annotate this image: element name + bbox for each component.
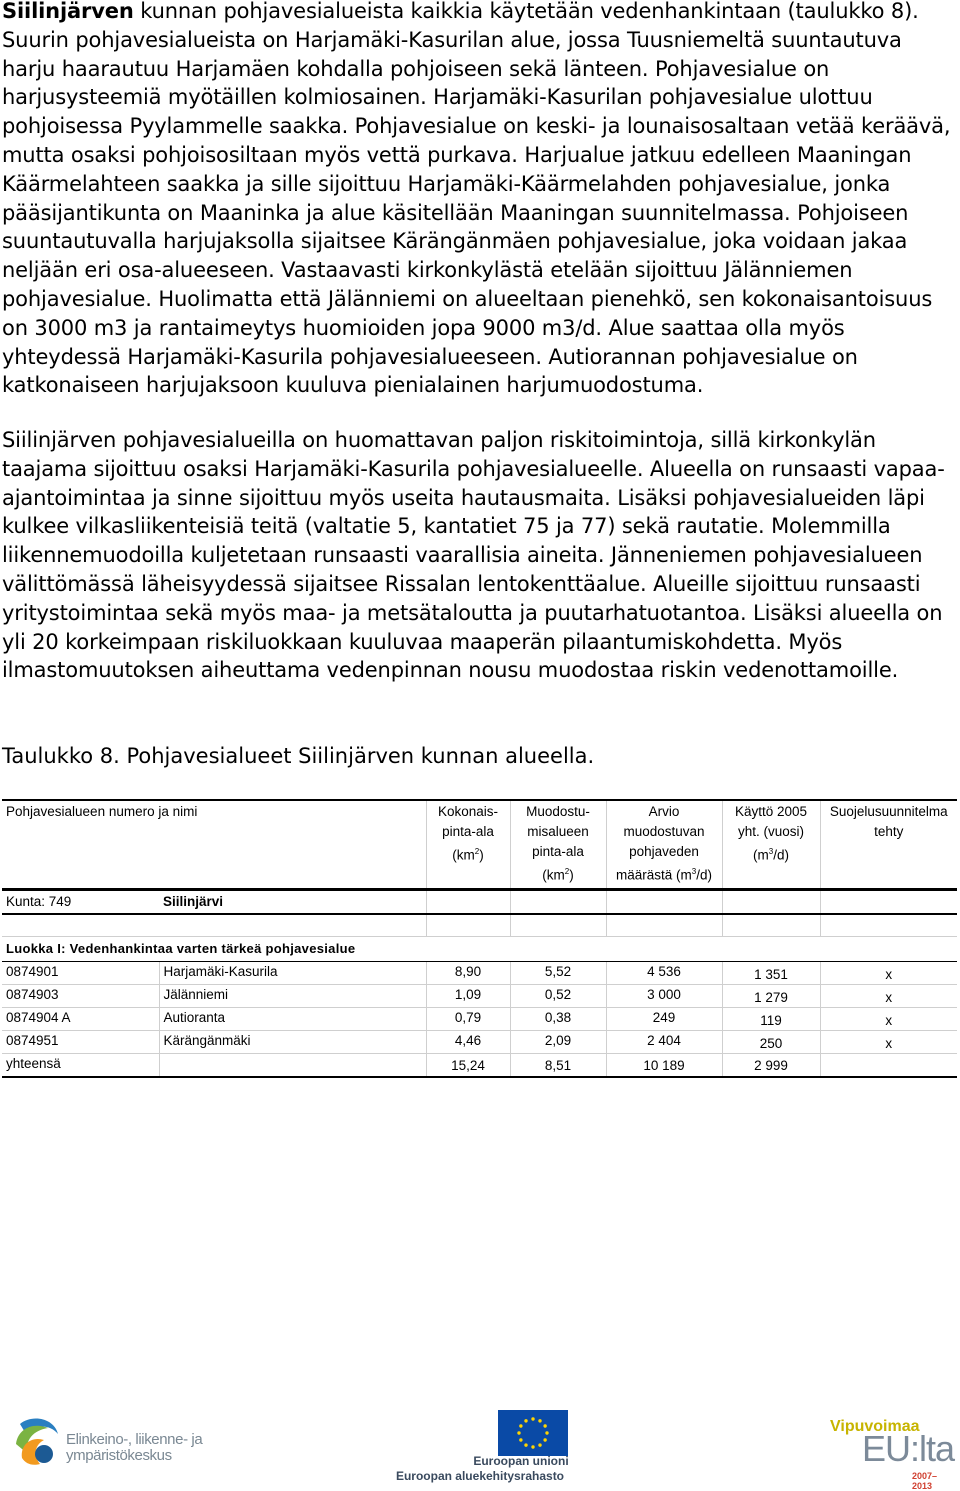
table-row xyxy=(2,961,957,984)
header-use-l3: (m xyxy=(753,847,769,863)
vipuvoimaa-logo xyxy=(828,1418,956,1491)
groundwater-table xyxy=(2,799,957,1078)
header-total-area-l3: (km xyxy=(452,847,475,863)
paragraph-1-text: kunnan pohjavesialueista kaikkia käytetään vedenhankintaan (taulukko 8). Suurin pohjavesialueista on Harjamäki-Kasurilan alue, jossa Tuusniemeltä suuntautuva harju haarautuu Harjamäen kohdalla pohjoiseen sekä länteen. Pohjavesialue on harjusysteemiä myötäillen kolmiosainen. Harjamäki-Kasurilan pohjavesialue ulottuu pohjoisessa Pyylammelle saakka. Pohjavesialue on keski- ja lounaisosaltaan vetää keräävä, mutta osaksi pohjoisosiltaan myös vettä purkava. Harjualue jatkuu edelleen Maaningan Käärmelahteen saakka ja sille sijoittuu Harjamäki-Käärmelahden pohjavesialue, jonka pääsijantikunta on Maaninka ja alue käsitellään Maaningan suunnitelmassa. Pohjoiseen suuntautuvalla harjujaksolla sijaitsee Kärängänmäen pohjavesialue, joka voidaan jakaa neljään eri osa-alueeseen. Vastaavasti kirkonkylästä etelään sijoittuu Jälänniemen pohjavesialue. Huolimatta että Jälänniemi on alueeltaan pienehkö, sen kokonaisantoisuus on 3000 m3 ja rantaimeytys huomioiden jopa 9000 m3/d. Alue saattaa olla myös yhteydessä Harjamäki-Kasurila pohjavesialueeseen. Autiorannan pohjavesialue on katkonaiseen harjujaksoon kuuluva pienialainen harjumuodostuma. xyxy=(2,0,951,398)
header-use-sup: 3 xyxy=(768,847,774,856)
row-estimate: 3 000 xyxy=(606,984,722,1007)
empty-cell xyxy=(510,889,606,914)
empty-cell xyxy=(159,1053,426,1077)
paragraph-1 xyxy=(2,0,960,400)
vv-line2: EU:lta xyxy=(862,1428,955,1469)
row-total-area: 1,09 xyxy=(426,984,510,1007)
empty-cell xyxy=(820,1053,957,1077)
header-plan xyxy=(820,800,957,889)
header-formation-l1: Muodostu- xyxy=(526,804,590,819)
row-formation-area: 5,52 xyxy=(510,961,606,984)
row-id: 0874903 xyxy=(2,984,159,1007)
eu-logo xyxy=(388,1410,572,1486)
row-name: Jälänniemi xyxy=(159,984,426,1007)
vv-line1: Vipuvoimaa xyxy=(830,1418,920,1435)
header-estimate-l1: Arvio xyxy=(648,804,680,819)
header-total-area-l1: Kokonais- xyxy=(437,804,499,819)
row-estimate: 249 xyxy=(606,1007,722,1030)
row-plan: x xyxy=(820,1007,957,1030)
vv-years: 2007–2013 xyxy=(912,1471,938,1491)
total-row xyxy=(2,1053,957,1077)
total-estimate: 10 189 xyxy=(606,1053,722,1077)
ely-logo-text xyxy=(66,1432,202,1464)
header-estimate-l2: muodostuvan xyxy=(623,824,705,839)
row-name: Kärängänmäki xyxy=(159,1030,426,1053)
header-estimate-l3: pohjaveden xyxy=(629,844,699,859)
header-total-area-sup: 2 xyxy=(474,847,480,856)
header-estimate-l4b: /d) xyxy=(696,867,712,883)
eu-line1: Euroopan unioni xyxy=(473,1454,569,1468)
row-use: 1 279 xyxy=(722,984,820,1007)
table-row xyxy=(2,984,957,1007)
empty-cell xyxy=(510,914,606,937)
header-use-l3b: /d) xyxy=(773,847,789,863)
header-name xyxy=(2,800,426,889)
header-use xyxy=(722,800,820,889)
header-formation-l2: misalueen xyxy=(527,824,589,839)
header-use-l1: Käyttö 2005 xyxy=(734,804,808,819)
municipality-row xyxy=(2,889,957,914)
header-total-area-l3b: ) xyxy=(479,847,484,863)
row-formation-area: 2,09 xyxy=(510,1030,606,1053)
header-use-l2: yht. (vuosi) xyxy=(737,824,805,839)
header-total-area xyxy=(426,800,510,889)
municipality-name: Siilinjärvi xyxy=(159,889,426,914)
empty-cell xyxy=(2,914,426,937)
paragraph-2: Siilinjärven pohjavesialueilla on huomattavan paljon riskitoimintoja, sillä kirkonkylän taajama sijoittuu osaksi Harjamäki-Kasurila pohjavesialueelle. Alueella on runsaasti vapaa-ajantoimintaa ja sinne sijoittuu myös useita hautausmaita. Lisäksi pohjavesialueiden läpi kulkee vilkasliikenteisiä teitä (valtatie 5, kantatiet 75 ja 77) sekä rautatie. Molemmilla liikennemuodoilla kuljetetaan runsaasti vaarallisia aineita. Jänneniemen pohjavesialueen välittömässä läheisyydessä sijaitsee Rissalan lentokenttäalue. Alueille sijoittuu runsaasti yritystoimintaa sekä myös maa- ja metsätaloutta ja puutarhatuotantoa. Lisäksi alueella on yli 20 korkeimpaan riskiluokkaan kuuluvaa maaperän pilaantumiskohdetta. Myös ilmastomuutoksen aiheuttama vedenpinnan nousu muodostaa riskin vedenottamoille. xyxy=(2,428,945,683)
row-formation-area: 0,38 xyxy=(510,1007,606,1030)
table-caption: Taulukko 8. Pohjavesialueet Siilinjärven kunnan alueella. xyxy=(2,744,595,768)
eu-flag-icon xyxy=(498,1410,568,1456)
row-estimate: 2 404 xyxy=(606,1030,722,1053)
eu-line2: Euroopan aluekehitysrahasto xyxy=(395,1469,565,1483)
row-id: 0874901 xyxy=(2,961,159,984)
row-use: 1 351 xyxy=(722,961,820,984)
row-id: 0874951 xyxy=(2,1030,159,1053)
header-formation-l4: (km xyxy=(542,867,565,883)
table-body xyxy=(2,961,957,1053)
row-plan: x xyxy=(820,1030,957,1053)
class-row xyxy=(2,936,957,961)
header-formation-l3: pinta-ala xyxy=(532,844,584,859)
empty-cell xyxy=(606,914,722,937)
row-plan: x xyxy=(820,984,957,1007)
empty-cell xyxy=(606,889,722,914)
row-name: Harjamäki-Kasurila xyxy=(159,961,426,984)
row-plan: x xyxy=(820,961,957,984)
header-plan-l1: Suojelusuunnitelma xyxy=(829,804,948,819)
empty-cell xyxy=(722,914,820,937)
class-label: Luokka I: Vedenhankintaa varten tärkeä pohjavesialue xyxy=(2,936,957,961)
row-name: Autioranta xyxy=(159,1007,426,1030)
header-name-text: Pohjavesialueen numero ja nimi xyxy=(6,804,198,819)
header-formation-l4b: ) xyxy=(569,867,574,883)
total-formation-area: 8,51 xyxy=(510,1053,606,1077)
table-row xyxy=(2,1007,957,1030)
ely-line1: Elinkeino-, liikenne- ja xyxy=(66,1431,203,1448)
paragraph-1-lead: Siilinjärven xyxy=(2,0,134,23)
header-total-area-l2: pinta-ala xyxy=(442,824,494,839)
table-row xyxy=(2,1030,957,1053)
total-use: 2 999 xyxy=(722,1053,820,1077)
row-total-area: 4,46 xyxy=(426,1030,510,1053)
table-header-row xyxy=(2,800,957,889)
row-use: 119 xyxy=(722,1007,820,1030)
empty-cell xyxy=(426,889,510,914)
ely-logo xyxy=(14,1414,214,1474)
ely-emblem-icon xyxy=(14,1414,62,1474)
total-label: yhteensä xyxy=(2,1053,159,1077)
row-estimate: 4 536 xyxy=(606,961,722,984)
row-id: 0874904 A xyxy=(2,1007,159,1030)
row-total-area: 0,79 xyxy=(426,1007,510,1030)
header-estimate-sup: 3 xyxy=(691,867,697,876)
empty-cell xyxy=(722,889,820,914)
municipality-label: Kunta: 749 xyxy=(2,889,159,914)
header-plan-l2: tehty xyxy=(874,824,904,839)
header-estimate-l4: määrästä (m xyxy=(616,867,692,883)
ely-line2: ympäristökeskus xyxy=(66,1447,172,1464)
row-use: 250 xyxy=(722,1030,820,1053)
header-formation-area xyxy=(510,800,606,889)
empty-cell xyxy=(820,889,957,914)
row-formation-area: 0,52 xyxy=(510,984,606,1007)
total-area: 15,24 xyxy=(426,1053,510,1077)
spacer-row xyxy=(2,914,957,937)
header-formation-sup: 2 xyxy=(564,867,570,876)
empty-cell xyxy=(426,914,510,937)
row-total-area: 8,90 xyxy=(426,961,510,984)
empty-cell xyxy=(820,914,957,937)
header-estimate xyxy=(606,800,722,889)
